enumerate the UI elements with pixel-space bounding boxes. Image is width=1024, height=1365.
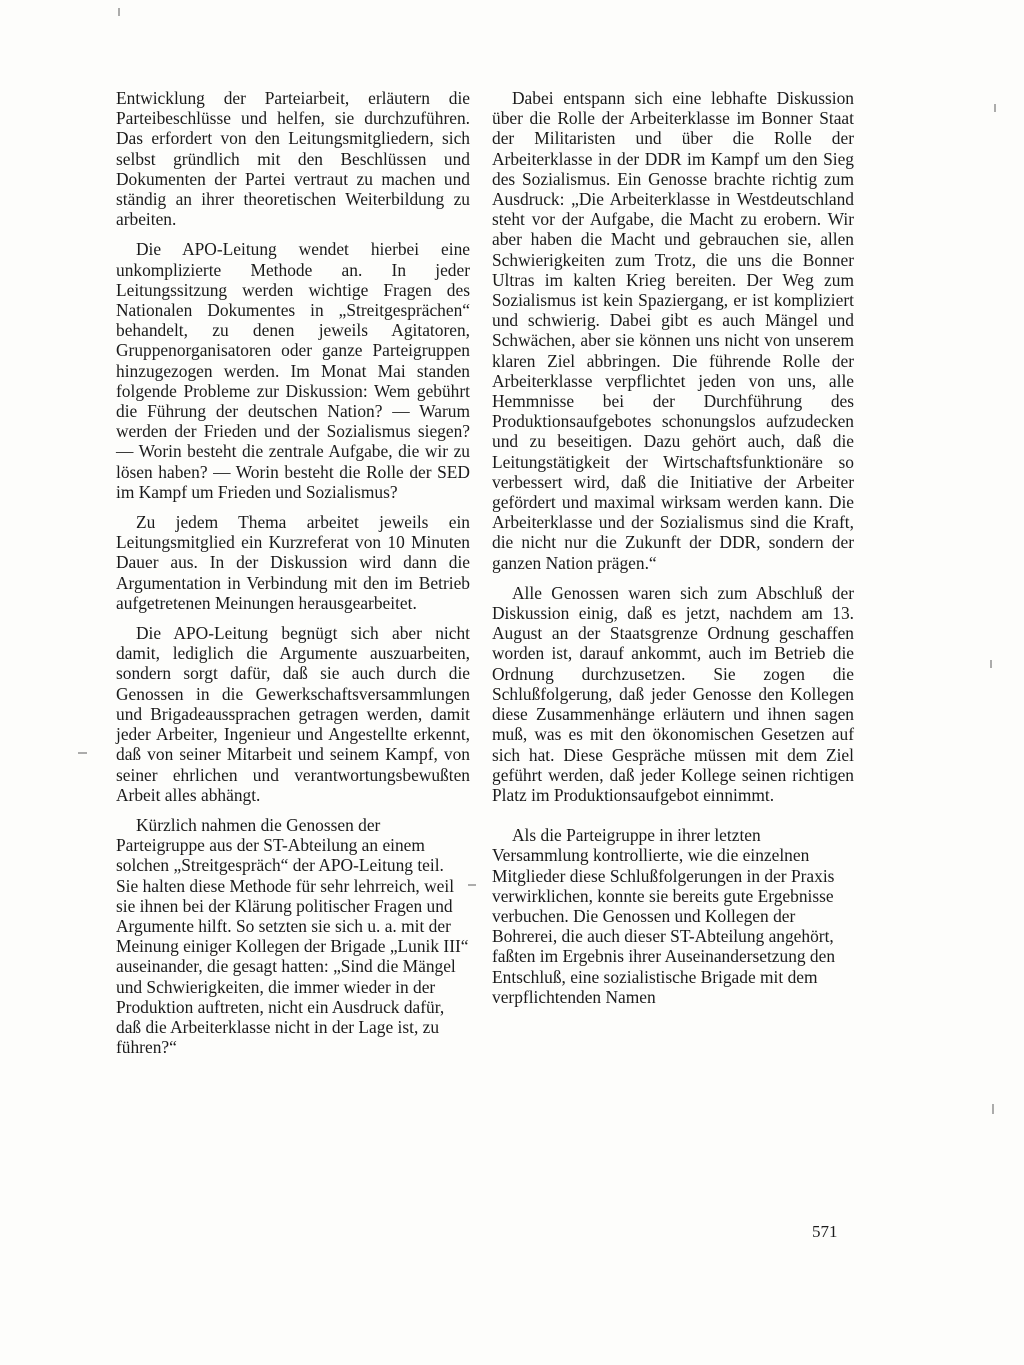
left-column xyxy=(116,88,470,1067)
scan-speck xyxy=(990,660,992,668)
right-paragraph-2: Alle Genossen waren sich zum Abschluß der Diskussion einig, daß es jetzt, nachdem am 13. August an der Staatsgrenze Ordnung geschaffen worden ist, darauf ankommt, auch im Betrieb die Ordnung durchzusetzen. Sie zogen die Schlußfolgerung, daß jeder Genosse den Kollegen diese Zusammenhänge erläutern und ihnen sagen muß, was es mit den ökonomischen Gesetzen auf sich hat. Diese Gespräche müssen mit dem Ziel geführt werden, daß jeder Kollege seinen richtigen Platz im Produktionsaufgebot einnimmt. xyxy=(492,582,854,805)
right-paragraph-3: Als die Parteigruppe in ihrer letzten Versammlung kontrollierte, wie die einzelnen Mitglieder diese Schlußfolgerungen in der Praxis verwirklichen, konnte sie bereits gute Ergebnisse verbuchen. Die Genossen und Kollegen der Bohrerei, die auch dieser ST-Abteilung angehört, faßten im Ergebnis ihrer Auseinandersetzung den Entschluß, eine sozialistische Brigade mit dem verpflichtenden Namen xyxy=(492,825,836,1007)
scan-speck xyxy=(78,752,87,754)
scan-speck xyxy=(992,1104,994,1114)
left-paragraph-4: Die APO-Leitung begnügt sich aber nicht damit, lediglich die Argumente auszuarbeiten, sondern sorgt dafür, daß sie auch durch die Genossen in die Gewerkschaftsversammlungen und Brigadeaussprachen getragen werden, damit jeder Arbeiter, Ingenieur und Angestellte erkennt, daß von seiner Mitarbeit und seinem Kampf, von seiner ehrlichen und verantwortungsbewußten Arbeit alles abhängt. xyxy=(116,623,470,805)
right-column xyxy=(492,88,854,1017)
scan-speck xyxy=(118,8,120,16)
left-paragraph-2: Die APO-Leitung wendet hierbei eine unkomplizierte Methode an. In jeder Leitungssitzung werden wichtige Fragen des Nationalen Dokumentes in „Streitgesprächen“ behandelt, zu denen jeweils Agitatoren, Gruppenorganisatoren oder ganze Parteigruppen hinzugezogen werden. Im Monat Mai standen folgende Probleme zur Diskussion: Wem gebührt die Führung der deutschen Nation? — Warum werden der Frieden und der Sozialismus siegen? — Worin besteht die zentrale Aufgabe, die wir zu lösen haben? — Worin besteht die Rolle der SED im Kampf um Frieden und Sozialismus? xyxy=(116,239,470,502)
scan-speck xyxy=(994,104,996,112)
left-paragraph-1: Entwicklung der Parteiarbeit, erläutern die Parteibeschlüsse und helfen, sie durchzuführen. Das erfordert von den Leitungsmitgliedern, sich selbst gründlich mit den Beschlüssen und Dokumenten der Partei vertraut zu machen und ständig an ihrer theoretischen Weiterbildung zu arbeiten. xyxy=(116,88,470,230)
left-paragraph-3: Zu jedem Thema arbeitet jeweils ein Leitungsmitglied ein Kurzreferat von 10 Minuten Dauer aus. In der Diskussion wird dann die Argumentation in Verbindung mit den im Betrieb aufgetretenen Meinungen herausgearbeitet. xyxy=(116,512,470,613)
page-number: 571 xyxy=(812,1222,838,1241)
left-paragraph-5: Kürzlich nahmen die Genossen der Parteigruppe aus der ST-Abteilung an einem solchen „Streitgespräch“ der APO-Leitung teil. Sie halten diese Methode für sehr lehrreich, weil sie ihnen bei der Klärung politischer Fragen und Argumente hilft. So setzten sie sich u. a. mit der Meinung einiger Kollegen der Brigade „Lunik III“ auseinander, die gesagt hatten: „Sind die Mängel und Schwierigkeiten, die immer wieder in der Produktion auftreten, nicht ein Ausdruck dafür, daß die Arbeiterklasse nicht in der Lage ist, zu führen?“ xyxy=(116,814,469,1058)
right-paragraph-1: Dabei entspann sich eine lebhafte Diskussion über die Rolle der Arbeiterklasse im Bonner Staat der Militaristen und über die Rolle der Arbeiterklasse in der DDR im Kampf um den Sieg des Sozialismus. Ein Genosse brachte richtig zum Ausdruck: „Die Arbeiterklasse in Westdeutschland steht vor der Aufgabe, die Macht zu erobern. Wir aber haben die Macht und gebrauchen sie, allen Schwierigkeiten zum Trotz, die uns die Bonner Ultras im kalten Krieg bereiten. Der Weg zum Sozialismus ist kein Spaziergang, er ist kompliziert und schwierig. Dabei gibt es auch Mängel und Schwächen, aber sie können uns nicht von unserem klaren Ziel abbringen. Die führende Rolle der Arbeiterklasse verpflichtet jeden von uns, alle Hemmnisse bei der Durchführung des Produktionsaufgebotes schonungslos aufzudecken und zu beseitigen. Dazu gehört auch, daß die Leitungstätigkeit der Wirtschaftsfunktionäre so verbessert wird, daß die Initiative der Arbeiter gefördert und maximal wirksam werden kann. Die Arbeiterklasse und der Sozialismus sind die Kraft, die nicht nur die Zukunft der DDR, sondern der ganzen Nation prägen.“ xyxy=(492,88,854,573)
scan-speck xyxy=(468,884,476,886)
